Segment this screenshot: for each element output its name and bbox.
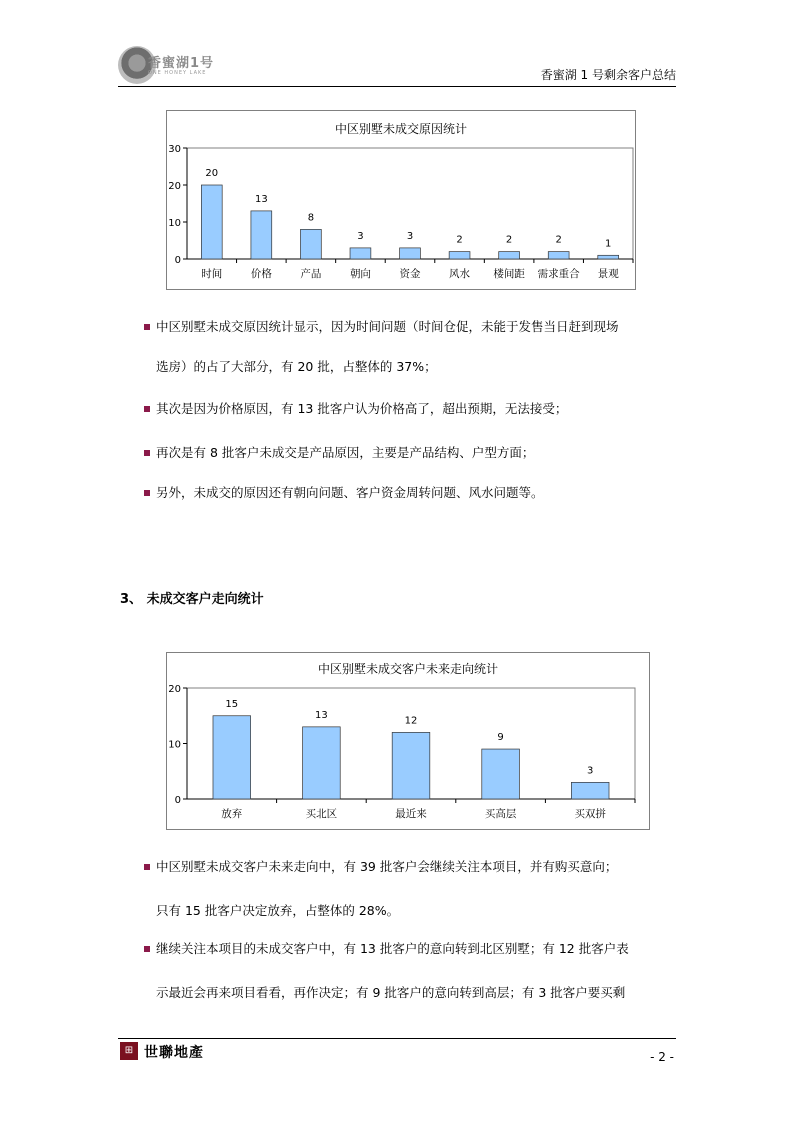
page-number: - 2 -: [650, 1050, 674, 1064]
chart-title: 中区别墅未成交原因统计: [334, 122, 468, 136]
chart-client-direction: [166, 652, 650, 830]
paragraph-reasons-1a: 中区别墅未成交原因统计显示，因为时间问题（时间仓促，未能于发售当日赶到现场: [156, 319, 619, 334]
bar: [213, 716, 251, 799]
paragraph-direction-2b: 示最近会再来项目看看，再作决定；有 9 批客户的意向转到高层；有 3 批客户要买剩: [156, 985, 626, 1000]
y-tick-label: 0: [174, 795, 181, 806]
y-tick-label: 10: [168, 218, 181, 229]
company-name: 世聯地產: [144, 1045, 204, 1061]
bar: [201, 185, 222, 259]
data-label: 15: [225, 698, 239, 710]
category-label: 价格: [250, 268, 272, 280]
data-label: 2: [456, 234, 463, 246]
data-label: 2: [555, 234, 562, 246]
data-label: 13: [254, 193, 268, 205]
data-label: 8: [307, 212, 315, 224]
category-label: 风水: [449, 268, 471, 280]
data-label: 12: [404, 715, 418, 727]
bar: [482, 749, 520, 799]
category-label: 楼间距: [493, 268, 525, 280]
logo-subtext: ONE HONEY LAKE: [148, 70, 207, 76]
category-label: 资金: [399, 268, 421, 280]
data-label: 9: [497, 732, 504, 744]
paragraph-reasons-2: 其次是因为价格原因，有 13 批客户认为价格高了，超出预期，无法接受；: [156, 401, 568, 416]
paragraph-reasons-3: 再次是有 8 批客户未成交是产品原因，主要是产品结构、户型方面；: [156, 445, 535, 460]
section-heading: 3、 未成交客户走向统计: [120, 592, 264, 607]
header-logo: [118, 46, 218, 86]
chart-unsold-reasons-svg: [167, 111, 635, 289]
category-label: 最近来: [395, 808, 427, 820]
category-label: 需求重合: [537, 268, 580, 280]
footer-divider: [118, 1038, 676, 1039]
category-label: 产品: [300, 268, 322, 280]
document-title: 香蜜湖 1 号剩余客户总结: [540, 68, 676, 82]
category-label: 景观: [597, 268, 619, 280]
category-label: 放弃: [221, 808, 243, 820]
bar: [449, 252, 470, 259]
chart-client-direction-svg: [167, 653, 649, 829]
bar: [303, 727, 341, 799]
paragraph-direction-1a: 中区别墅未成交客户未来走向中，有 39 批客户会继续关注本项目，并有购买意向；: [156, 859, 618, 874]
category-label: 买高层: [484, 808, 517, 820]
y-tick-label: 0: [174, 255, 181, 266]
bullet-icon: [144, 406, 150, 412]
company-seal-icon: ⊞: [120, 1042, 138, 1060]
bar: [499, 252, 520, 259]
bar: [598, 255, 619, 259]
logo-text: 香蜜湖1号: [148, 56, 215, 71]
chart-unsold-reasons: [166, 110, 636, 290]
data-label: 3: [357, 230, 364, 242]
y-tick-label: 30: [168, 144, 181, 155]
paragraph-direction-2a: 继续关注本项目的未成交客户中，有 13 批客户的意向转到北区别墅；有 12 批客户表: [156, 941, 629, 956]
paragraph-direction-1b: 只有 15 批客户决定放弃，占整体的 28%。: [156, 903, 400, 918]
category-label: 买双拼: [574, 808, 606, 820]
bullet-icon: [144, 490, 150, 496]
category-label: 时间: [201, 268, 223, 280]
bar: [300, 229, 321, 259]
header-divider: [118, 86, 676, 87]
data-label: 3: [587, 765, 594, 777]
bar: [571, 782, 609, 799]
data-label: 20: [205, 168, 219, 179]
category-label: 买北区: [305, 808, 338, 820]
bullet-icon: [144, 450, 150, 456]
data-label: 13: [315, 709, 328, 721]
category-label: 朝向: [349, 268, 371, 280]
bullet-icon: [144, 864, 150, 870]
paragraph-reasons-1b: 选房）的占了大部分，有 20 批，占整体的 37%；: [156, 359, 437, 374]
y-tick-label: 10: [168, 739, 181, 751]
paragraph-reasons-4: 另外，未成交的原因还有朝向问题、客户资金周转问题、风水问题等。: [156, 485, 544, 500]
bar: [251, 211, 272, 259]
bar: [400, 248, 421, 259]
bar: [392, 732, 430, 799]
data-label: 3: [406, 230, 414, 242]
data-label: 2: [505, 234, 513, 246]
bullet-icon: [144, 324, 150, 330]
bar: [548, 252, 569, 259]
y-tick-label: 20: [168, 684, 181, 695]
y-tick-label: 20: [168, 181, 181, 192]
data-label: 1: [605, 238, 612, 250]
bar: [350, 248, 371, 259]
bullet-icon: [144, 946, 150, 952]
chart-title: 中区别墅未成交客户未来走向统计: [317, 662, 499, 676]
